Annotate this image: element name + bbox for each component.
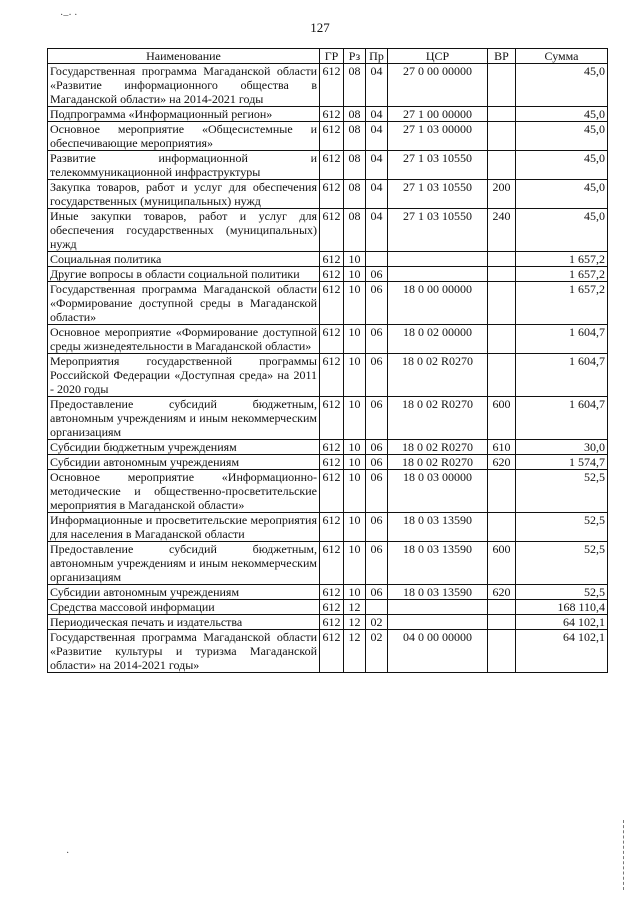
row-csr-cell bbox=[388, 615, 488, 630]
row-pr-cell: 06 bbox=[366, 455, 388, 470]
row-rz-cell: 12 bbox=[344, 630, 366, 673]
bottom-mark: · bbox=[66, 848, 70, 859]
table-row bbox=[48, 397, 608, 440]
row-csr-cell: 18 0 02 R0270 bbox=[388, 397, 488, 440]
row-vr-cell bbox=[488, 151, 516, 180]
row-csr-cell: 04 0 00 00000 bbox=[388, 630, 488, 673]
row-pr-cell: 06 bbox=[366, 354, 388, 397]
row-gr-cell: 612 bbox=[320, 267, 344, 282]
row-csr-cell: 27 1 00 00000 bbox=[388, 107, 488, 122]
row-gr-cell: 612 bbox=[320, 470, 344, 513]
table-row bbox=[48, 440, 608, 455]
row-vr-cell bbox=[488, 600, 516, 615]
row-rz-cell: 10 bbox=[344, 397, 366, 440]
row-rz-cell: 08 bbox=[344, 151, 366, 180]
row-pr-cell: 04 bbox=[366, 209, 388, 252]
row-sum-cell: 1 657,2 bbox=[516, 252, 608, 267]
row-gr-cell: 612 bbox=[320, 209, 344, 252]
row-pr-cell: 02 bbox=[366, 630, 388, 673]
row-rz-cell: 10 bbox=[344, 542, 366, 585]
row-vr-cell bbox=[488, 282, 516, 325]
row-vr-cell bbox=[488, 354, 516, 397]
row-vr-cell: 600 bbox=[488, 542, 516, 585]
row-rz-cell: 10 bbox=[344, 325, 366, 354]
table-row bbox=[48, 585, 608, 600]
row-name-cell: Информационные и просветительские мероприятия для населения в Магаданской области bbox=[48, 513, 320, 542]
row-name-cell: Закупка товаров, работ и услуг для обеспечения государственных (муниципальных) нужд bbox=[48, 180, 320, 209]
row-name-cell: Подпрограмма «Информационный регион» bbox=[48, 107, 320, 122]
row-gr-cell: 612 bbox=[320, 600, 344, 615]
row-vr-cell bbox=[488, 122, 516, 151]
row-csr-cell: 18 0 02 R0270 bbox=[388, 440, 488, 455]
row-pr-cell: 06 bbox=[366, 267, 388, 282]
row-gr-cell: 612 bbox=[320, 513, 344, 542]
row-pr-cell: 06 bbox=[366, 542, 388, 585]
row-gr-cell: 612 bbox=[320, 64, 344, 107]
table-row bbox=[48, 151, 608, 180]
row-csr-cell: 18 0 03 00000 bbox=[388, 470, 488, 513]
row-gr-cell: 612 bbox=[320, 252, 344, 267]
row-rz-cell: 08 bbox=[344, 209, 366, 252]
row-csr-cell: 27 1 03 10550 bbox=[388, 209, 488, 252]
row-vr-cell bbox=[488, 470, 516, 513]
row-name-cell: Субсидии автономным учреждениям bbox=[48, 455, 320, 470]
row-vr-cell bbox=[488, 513, 516, 542]
row-sum-cell: 1 604,7 bbox=[516, 397, 608, 440]
row-gr-cell: 612 bbox=[320, 542, 344, 585]
row-pr-cell: 02 bbox=[366, 615, 388, 630]
row-gr-cell: 612 bbox=[320, 455, 344, 470]
row-pr-cell bbox=[366, 600, 388, 615]
table-body bbox=[48, 64, 608, 673]
row-csr-cell: 27 1 03 10550 bbox=[388, 151, 488, 180]
row-vr-cell bbox=[488, 630, 516, 673]
row-rz-cell: 10 bbox=[344, 440, 366, 455]
row-gr-cell: 612 bbox=[320, 282, 344, 325]
row-gr-cell: 612 bbox=[320, 107, 344, 122]
row-gr-cell: 612 bbox=[320, 615, 344, 630]
row-csr-cell: 27 0 00 00000 bbox=[388, 64, 488, 107]
row-sum-cell: 30,0 bbox=[516, 440, 608, 455]
row-pr-cell: 06 bbox=[366, 585, 388, 600]
row-csr-cell: 18 0 03 13590 bbox=[388, 513, 488, 542]
row-rz-cell: 08 bbox=[344, 180, 366, 209]
row-sum-cell: 45,0 bbox=[516, 64, 608, 107]
row-sum-cell: 168 110,4 bbox=[516, 600, 608, 615]
table-row bbox=[48, 267, 608, 282]
row-csr-cell: 18 0 00 00000 bbox=[388, 282, 488, 325]
row-sum-cell: 1 604,7 bbox=[516, 325, 608, 354]
row-sum-cell: 1 657,2 bbox=[516, 267, 608, 282]
table-row bbox=[48, 630, 608, 673]
row-name-cell: Средства массовой информации bbox=[48, 600, 320, 615]
row-pr-cell: 04 bbox=[366, 180, 388, 209]
table-row bbox=[48, 122, 608, 151]
table-row bbox=[48, 252, 608, 267]
row-gr-cell: 612 bbox=[320, 630, 344, 673]
table-row bbox=[48, 615, 608, 630]
row-csr-cell: 18 0 03 13590 bbox=[388, 542, 488, 585]
corner-mark: ·–· · bbox=[60, 10, 78, 21]
row-name-cell: Предоставление субсидий бюджетным, автономным учреждениям и иным некоммерческим организациям bbox=[48, 397, 320, 440]
row-rz-cell: 08 bbox=[344, 122, 366, 151]
row-sum-cell: 52,5 bbox=[516, 585, 608, 600]
row-sum-cell: 52,5 bbox=[516, 470, 608, 513]
row-sum-cell: 45,0 bbox=[516, 151, 608, 180]
row-pr-cell: 04 bbox=[366, 122, 388, 151]
row-name-cell: Развитие информационной и телекоммуникационной инфраструктуры bbox=[48, 151, 320, 180]
budget-table bbox=[47, 48, 608, 673]
header-csr: ЦСР bbox=[388, 49, 488, 64]
row-rz-cell: 08 bbox=[344, 107, 366, 122]
row-csr-cell: 27 1 03 10550 bbox=[388, 180, 488, 209]
row-name-cell: Иные закупки товаров, работ и услуг для обеспечения государственных (муниципальных) нужд bbox=[48, 209, 320, 252]
row-vr-cell: 600 bbox=[488, 397, 516, 440]
row-rz-cell: 10 bbox=[344, 267, 366, 282]
page-number: 127 bbox=[310, 20, 330, 35]
table-row bbox=[48, 513, 608, 542]
row-csr-cell: 18 0 02 R0270 bbox=[388, 455, 488, 470]
row-pr-cell bbox=[366, 252, 388, 267]
row-pr-cell: 06 bbox=[366, 440, 388, 455]
row-sum-cell: 45,0 bbox=[516, 122, 608, 151]
row-csr-cell: 18 0 03 13590 bbox=[388, 585, 488, 600]
table-row bbox=[48, 107, 608, 122]
row-csr-cell bbox=[388, 267, 488, 282]
row-vr-cell bbox=[488, 64, 516, 107]
row-csr-cell bbox=[388, 600, 488, 615]
table-header-row bbox=[48, 49, 608, 64]
row-sum-cell: 1 574,7 bbox=[516, 455, 608, 470]
header-vr: ВР bbox=[488, 49, 516, 64]
row-rz-cell: 12 bbox=[344, 600, 366, 615]
row-rz-cell: 10 bbox=[344, 470, 366, 513]
table-row bbox=[48, 470, 608, 513]
row-name-cell: Субсидии автономным учреждениям bbox=[48, 585, 320, 600]
row-gr-cell: 612 bbox=[320, 354, 344, 397]
row-sum-cell: 52,5 bbox=[516, 542, 608, 585]
row-pr-cell: 06 bbox=[366, 513, 388, 542]
table-row bbox=[48, 600, 608, 615]
row-name-cell: Основное мероприятие «Общесистемные и обеспечивающие мероприятия» bbox=[48, 122, 320, 151]
row-vr-cell: 620 bbox=[488, 585, 516, 600]
row-pr-cell: 06 bbox=[366, 325, 388, 354]
row-vr-cell bbox=[488, 267, 516, 282]
row-name-cell: Периодическая печать и издательства bbox=[48, 615, 320, 630]
header-sum: Сумма bbox=[516, 49, 608, 64]
row-sum-cell: 45,0 bbox=[516, 180, 608, 209]
row-name-cell: Государственная программа Магаданской области «Развитие информационного общества в Магаданской области» на 2014-2021 годы bbox=[48, 64, 320, 107]
row-rz-cell: 10 bbox=[344, 252, 366, 267]
row-vr-cell: 620 bbox=[488, 455, 516, 470]
header-gr: ГР bbox=[320, 49, 344, 64]
header-rz: Рз bbox=[344, 49, 366, 64]
row-rz-cell: 10 bbox=[344, 354, 366, 397]
row-vr-cell: 610 bbox=[488, 440, 516, 455]
row-vr-cell bbox=[488, 325, 516, 354]
row-pr-cell: 04 bbox=[366, 64, 388, 107]
table-row bbox=[48, 542, 608, 585]
row-gr-cell: 612 bbox=[320, 397, 344, 440]
row-rz-cell: 12 bbox=[344, 615, 366, 630]
table-row bbox=[48, 354, 608, 397]
row-rz-cell: 10 bbox=[344, 455, 366, 470]
margin-line bbox=[623, 820, 625, 890]
table-row bbox=[48, 455, 608, 470]
row-csr-cell: 27 1 03 00000 bbox=[388, 122, 488, 151]
row-name-cell: Субсидии бюджетным учреждениям bbox=[48, 440, 320, 455]
header-pr: Пр bbox=[366, 49, 388, 64]
row-gr-cell: 612 bbox=[320, 180, 344, 209]
row-name-cell: Другие вопросы в области социальной политики bbox=[48, 267, 320, 282]
row-csr-cell: 18 0 02 R0270 bbox=[388, 354, 488, 397]
table-row bbox=[48, 64, 608, 107]
row-gr-cell: 612 bbox=[320, 325, 344, 354]
row-name-cell: Основное мероприятие «Информационно-методические и общественно-просветительские мероприятия в Магаданской области» bbox=[48, 470, 320, 513]
row-gr-cell: 612 bbox=[320, 440, 344, 455]
row-sum-cell: 64 102,1 bbox=[516, 615, 608, 630]
row-rz-cell: 10 bbox=[344, 585, 366, 600]
row-vr-cell bbox=[488, 252, 516, 267]
row-name-cell: Мероприятия государственной программы Российской Федерации «Доступная среда» на 2011 - 2020 годы bbox=[48, 354, 320, 397]
row-rz-cell: 10 bbox=[344, 282, 366, 325]
row-pr-cell: 06 bbox=[366, 397, 388, 440]
row-rz-cell: 10 bbox=[344, 513, 366, 542]
table-row bbox=[48, 209, 608, 252]
row-name-cell: Основное мероприятие «Формирование доступной среды жизнедеятельности в Магаданской области» bbox=[48, 325, 320, 354]
row-name-cell: Социальная политика bbox=[48, 252, 320, 267]
row-pr-cell: 06 bbox=[366, 470, 388, 513]
row-vr-cell: 240 bbox=[488, 209, 516, 252]
row-sum-cell: 1 657,2 bbox=[516, 282, 608, 325]
row-sum-cell: 1 604,7 bbox=[516, 354, 608, 397]
row-vr-cell bbox=[488, 107, 516, 122]
table-row bbox=[48, 180, 608, 209]
row-pr-cell: 06 bbox=[366, 282, 388, 325]
row-rz-cell: 08 bbox=[344, 64, 366, 107]
row-vr-cell: 200 bbox=[488, 180, 516, 209]
row-pr-cell: 04 bbox=[366, 107, 388, 122]
row-gr-cell: 612 bbox=[320, 585, 344, 600]
row-csr-cell: 18 0 02 00000 bbox=[388, 325, 488, 354]
row-sum-cell: 64 102,1 bbox=[516, 630, 608, 673]
row-gr-cell: 612 bbox=[320, 122, 344, 151]
row-sum-cell: 52,5 bbox=[516, 513, 608, 542]
row-sum-cell: 45,0 bbox=[516, 107, 608, 122]
row-name-cell: Государственная программа Магаданской области «Развитие культуры и туризма Магаданской области» на 2014-2021 годы» bbox=[48, 630, 320, 673]
header-name: Наименование bbox=[48, 49, 320, 64]
row-pr-cell: 04 bbox=[366, 151, 388, 180]
row-vr-cell bbox=[488, 615, 516, 630]
table-row bbox=[48, 282, 608, 325]
row-name-cell: Государственная программа Магаданской области «Формирование доступной среды в Магаданской области» bbox=[48, 282, 320, 325]
row-name-cell: Предоставление субсидий бюджетным, автономным учреждениям и иным некоммерческим организациям bbox=[48, 542, 320, 585]
table-row bbox=[48, 325, 608, 354]
row-csr-cell bbox=[388, 252, 488, 267]
row-sum-cell: 45,0 bbox=[516, 209, 608, 252]
row-gr-cell: 612 bbox=[320, 151, 344, 180]
